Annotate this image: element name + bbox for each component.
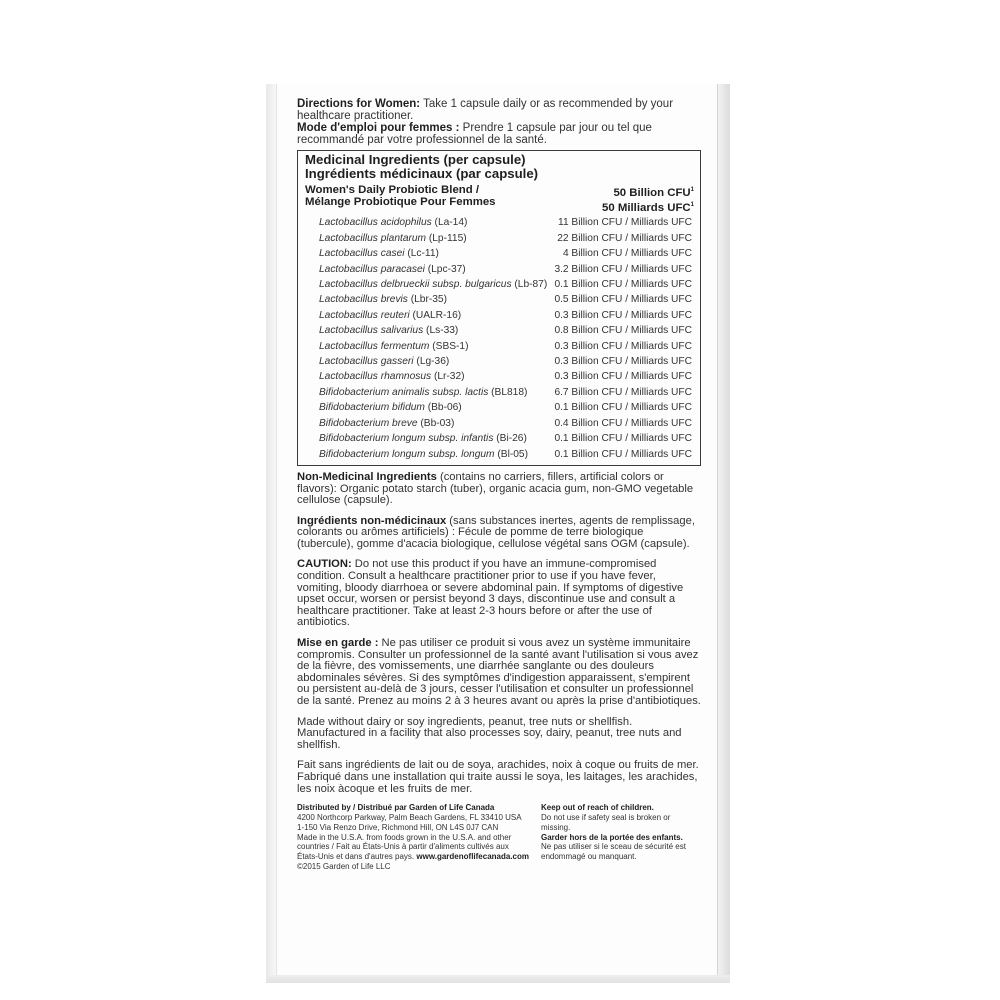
- allergen-fr: Fait sans ingrédients de lait ou de soya, arachides, noix à coque ou fruits de mer. Fabriqué dans une installation qui traite aussi le soya, les laitages, les arachides, les noix àcoque et les fruits de mer.: [297, 759, 699, 795]
- distribution-label: Distributed by / Distribué par Garden of Life Canada: [297, 803, 495, 813]
- strain-amount: 11 Billion CFU / Milliards UFC: [558, 217, 692, 229]
- strain-name: Lactobacillus brevis: [319, 294, 408, 306]
- blend-cfu-en-text: 50 Billion CFU: [613, 186, 691, 199]
- directions-en-label: Directions for Women:: [297, 98, 421, 110]
- blend-name-fr: Mélange Probiotique Pour Femmes: [305, 196, 496, 209]
- strain-code: (Ls-33): [426, 325, 459, 337]
- strain-row: [305, 447, 694, 462]
- strain-label: [319, 354, 449, 369]
- strain-name: Bifidobacterium bifidum: [319, 402, 425, 414]
- strain-code: (SBS-1): [432, 340, 469, 352]
- product-box-back-panel: [276, 84, 718, 975]
- strain-row: [305, 308, 694, 323]
- strain-code: (Bb-06): [427, 402, 462, 414]
- strain-amount: 6.7 Billion CFU / Milliards UFC: [554, 386, 692, 398]
- strain-row: [305, 416, 694, 431]
- strain-name: Lactobacillus fermentum: [319, 340, 430, 352]
- strain-label: [319, 339, 469, 354]
- keep-out-en-label: Keep out of reach of children.: [541, 803, 654, 813]
- strain-label: [319, 231, 467, 246]
- strain-amount: 3.2 Billion CFU / Milliards UFC: [554, 263, 692, 275]
- strain-row: [305, 339, 694, 354]
- strain-code: (Bi-26): [496, 433, 527, 445]
- strain-name: Lactobacillus rhamnosus: [319, 371, 432, 383]
- caution-en-label: CAUTION:: [297, 558, 352, 571]
- strain-name: Lactobacillus casei: [319, 248, 405, 260]
- directions-en-text: Take 1 capsule daily or as recommended by your healthcare practitioner.: [297, 98, 674, 122]
- box-bottom-edge: [266, 975, 730, 983]
- strain-name: Lactobacillus delbrueckii subsp. bulgaricus: [319, 279, 512, 291]
- strain-row: [305, 431, 694, 446]
- strain-name: Bifidobacterium longum subsp. infantis: [319, 433, 494, 445]
- strain-label: [319, 447, 528, 462]
- strain-amount: 22 Billion CFU / Milliards UFC: [557, 232, 692, 244]
- strain-amount: 0.1 Billion CFU / Milliards UFC: [554, 448, 692, 460]
- label-content: [297, 98, 701, 872]
- distribution-line-2: 1-150 Via Renzo Drive, Richmond Hill, ON L4S 0J7 CAN: [297, 822, 499, 832]
- strain-label: [319, 416, 454, 431]
- caution-fr-text: Ne pas utiliser ce produit si vous avez un système immunitaire compromis. Consulter un professionnel de la santé avant l'utilisation si vous avez de la fièvre, des vomissements, une diarrhée sanglante ou des douleurs abdominales sévères. Si des symptômes d'indigestion apparaissent, s'empirent ou persistent au-delà de 3 jours, cesser l'utilisation et consulter un professionnel de la santé. Prenez au moins 2 à 3 heures avant ou après la prise d'antibiotiques.: [297, 637, 701, 707]
- strain-amount: 0.3 Billion CFU / Milliards UFC: [554, 340, 692, 352]
- strain-amount: 0.3 Billion CFU / Milliards UFC: [554, 309, 692, 321]
- strain-amount: 0.5 Billion CFU / Milliards UFC: [554, 294, 692, 306]
- blend-name: [305, 184, 496, 214]
- distribution-line-4: countries / Fait au États-Unis à partir d'aliments cultivés aux: [297, 842, 509, 852]
- strain-amount: 0.1 Billion CFU / Milliards UFC: [554, 279, 692, 291]
- strain-list: [305, 215, 694, 462]
- strain-row: [305, 369, 694, 384]
- strain-label: [319, 385, 527, 400]
- copyright: ©2015 Garden of Life LLC: [297, 861, 391, 871]
- strain-code: (BL818): [491, 386, 528, 398]
- ingredients-title-fr: Ingrédients médicinaux (par capsule): [305, 165, 539, 181]
- blend-cfu-en: [602, 184, 694, 199]
- non-medicinal-en: [297, 472, 701, 507]
- strain-name: Lactobacillus gasseri: [319, 356, 414, 368]
- strain-row: [305, 215, 694, 230]
- strain-code: (Bb-03): [420, 417, 455, 429]
- non-medicinal-fr-text: (sans substances inertes, agents de remplissage, colorants ou arômes artificiels) : Fécule de pomme de terre biologique (tubercule), gomme d'acacia biologique, cellulose végétal sans OGM (capsule).: [297, 514, 695, 550]
- box-left-edge: [266, 84, 276, 981]
- fine-print: [297, 803, 701, 872]
- footnote-mark-en: 1: [690, 187, 694, 193]
- strain-name: Lactobacillus acidophilus: [319, 217, 432, 229]
- strain-row: [305, 277, 694, 292]
- strain-label: [319, 215, 467, 230]
- strain-label: [319, 308, 461, 323]
- distribution-line-1: 4200 Northcorp Parkway, Palm Beach Gardens, FL 33410 USA: [297, 812, 522, 822]
- strain-amount: 0.8 Billion CFU / Milliards UFC: [554, 325, 692, 337]
- caution-en-text: Do not use this product if you have an immune-compromised condition. Consult a healthcare practitioner prior to use if you have fever, vomiting, bloody diarrhoea or severe abdominal pain. If symptoms of digestive upset occur, worsen or persist beyond 3 days, discontinue use and consult a healthcare practitioner. Take at least 2-3 hours before or after the use of antibiotics.: [297, 558, 684, 629]
- strain-name: Bifidobacterium longum subsp. longum: [319, 448, 495, 460]
- blend-row: [305, 184, 694, 214]
- strain-amount: 0.1 Billion CFU / Milliards UFC: [554, 402, 692, 414]
- allergen-en: Made without dairy or soy ingredients, peanut, tree nuts or shellfish. Manufactured in a facility that also processes soy, dairy, peanut, tree nuts and shellfish.: [297, 715, 682, 751]
- strain-name: Lactobacillus reuteri: [319, 309, 410, 321]
- non-medicinal-en-text: (contains no carriers, fillers, artificial colors or flavors): Organic potato starch (tuber), organic acacia gum, non-GMO vegetable cellulose (capsule).: [297, 470, 694, 507]
- distribution-line-3: Made in the U.S.A. from foods grown in the U.S.A. and other: [297, 832, 512, 842]
- non-medicinal-en-label: Non-Medicinal Ingredients: [297, 470, 437, 483]
- strain-row: [305, 292, 694, 307]
- strain-code: (Lc-11): [407, 248, 439, 260]
- strain-name: Lactobacillus paracasei: [319, 263, 425, 275]
- website-url: www.gardenoflifecanada.com: [416, 852, 529, 862]
- blend-amount: [602, 184, 694, 214]
- distribution-info: [297, 803, 529, 872]
- box-right-edge: [718, 84, 730, 981]
- ingredients-title-en: Medicinal Ingredients (per capsule): [305, 152, 526, 167]
- strain-code: (Lb-87): [514, 279, 548, 291]
- directions-fr: [297, 122, 701, 146]
- strain-row: [305, 354, 694, 369]
- strain-amount: 0.3 Billion CFU / Milliards UFC: [554, 371, 692, 383]
- caution-en: [297, 559, 701, 629]
- strain-code: (Lg-36): [416, 356, 450, 368]
- distribution-line-5-text: États-Unis et dans d'autres pays.: [297, 852, 417, 862]
- strain-label: [319, 431, 527, 446]
- strain-code: (UALR-16): [412, 309, 462, 321]
- strain-code: (Lbr-35): [410, 294, 447, 306]
- directions-en: [297, 98, 701, 122]
- strain-label: [319, 262, 466, 277]
- strain-label: [319, 323, 458, 338]
- directions-fr-label: Mode d'emploi pour femmes :: [297, 122, 460, 134]
- caution-fr: [297, 638, 701, 708]
- strain-code: (Lr-32): [433, 371, 465, 383]
- strain-code: (La-14): [434, 217, 468, 229]
- strain-row: [305, 231, 694, 246]
- strain-row: [305, 246, 694, 261]
- non-medicinal-fr-label: Ingrédients non-médicinaux: [297, 514, 447, 527]
- strain-label: [319, 292, 447, 307]
- blend-cfu-fr-text: 50 Milliards UFC: [602, 202, 691, 214]
- caution-fr-label: Mise en garde :: [297, 637, 379, 650]
- strain-row: [305, 323, 694, 338]
- keep-out-en-text: Do not use if safety seal is broken or missing.: [541, 812, 671, 832]
- footnote-mark-fr: 1: [690, 202, 694, 209]
- strain-row: [305, 400, 694, 415]
- strain-amount: 0.4 Billion CFU / Milliards UFC: [554, 417, 692, 429]
- strain-row: [305, 385, 694, 400]
- blend-name-en: Women's Daily Probiotic Blend /: [305, 184, 480, 196]
- non-medicinal-fr: [297, 516, 701, 551]
- strain-amount: 0.3 Billion CFU / Milliards UFC: [554, 356, 692, 368]
- strain-code: (Lp-115): [428, 232, 467, 244]
- strain-code: (Bl-05): [497, 448, 528, 460]
- strain-name: Bifidobacterium animalis subsp. lactis: [319, 386, 489, 398]
- strain-label: [319, 277, 547, 292]
- blend-cfu-fr: [602, 199, 694, 214]
- directions-fr-text: Prendre 1 capsule par jour ou tel que recommandé par votre professionnel de la santé.: [297, 122, 652, 146]
- strain-name: Lactobacillus salivarius: [319, 325, 424, 337]
- strain-amount: 0.1 Billion CFU / Milliards UFC: [554, 433, 692, 445]
- medicinal-ingredients-table: [297, 150, 701, 466]
- strain-name: Lactobacillus plantarum: [319, 232, 427, 244]
- strain-amount: 4 Billion CFU / Milliards UFC: [562, 248, 692, 260]
- strain-name: Bifidobacterium breve: [319, 417, 418, 429]
- keep-out-fr-label: Garder hors de la portée des enfants.: [541, 832, 683, 842]
- distribution-line-5: [297, 852, 529, 862]
- strain-row: [305, 262, 694, 277]
- keep-out-of-reach: [541, 803, 701, 872]
- strain-code: (Lpc-37): [427, 263, 466, 275]
- strain-label: [319, 246, 439, 261]
- keep-out-fr-text: Ne pas utiliser si le sceau de sécurité est endommagé ou manquant.: [541, 842, 686, 862]
- strain-label: [319, 369, 465, 384]
- strain-label: [319, 400, 462, 415]
